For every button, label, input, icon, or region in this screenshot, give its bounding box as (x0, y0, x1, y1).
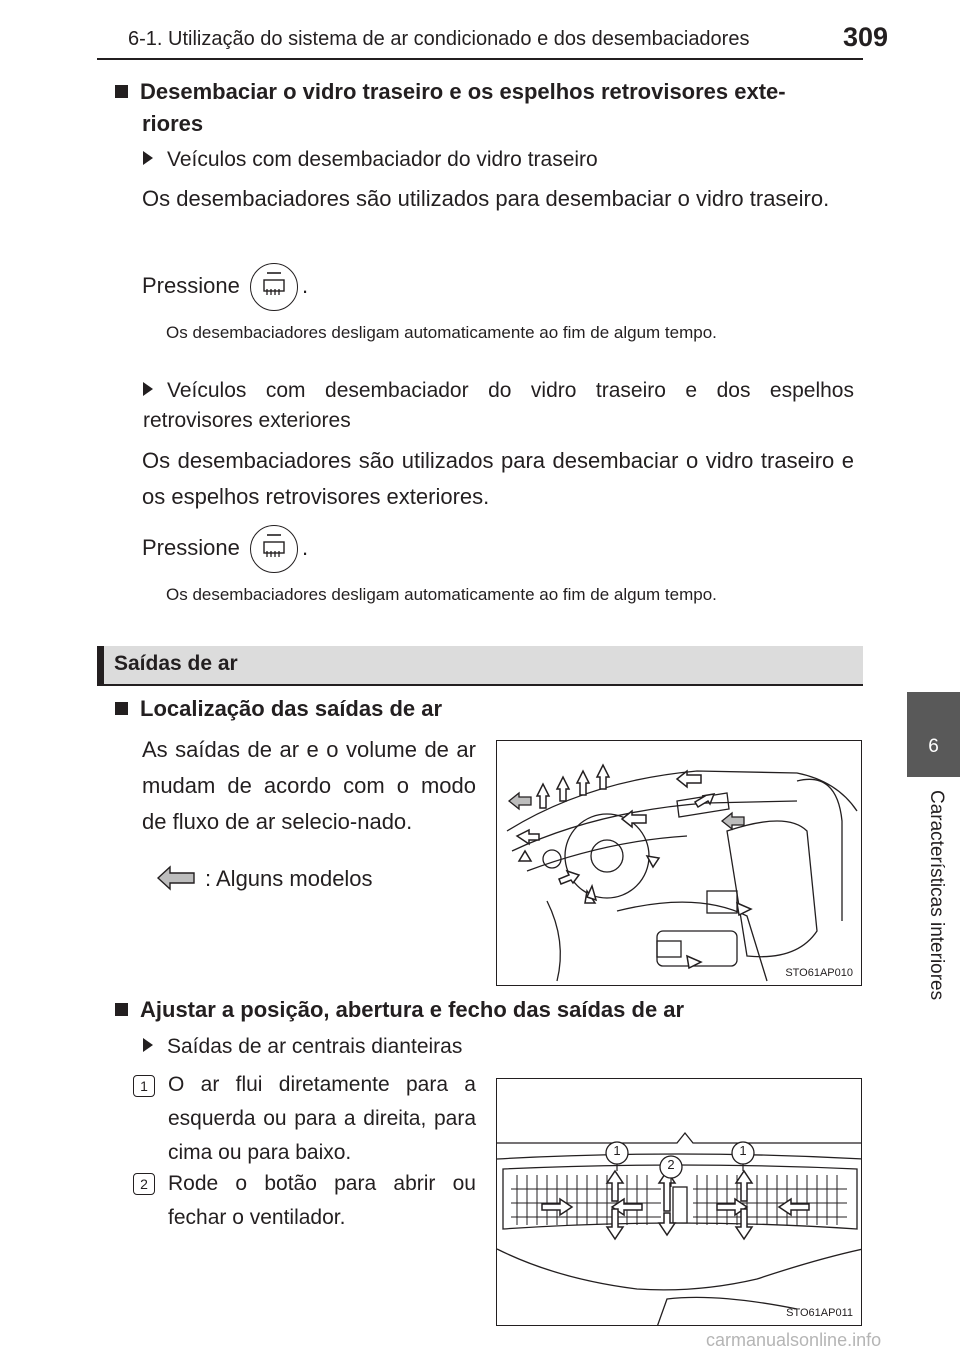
center-vents-illustration (497, 1079, 862, 1326)
chapter-title: Características interiores (926, 790, 947, 1001)
case2-body: Os desembaciadores são utilizados para desembaciar o vidro traseiro e os espelhos retrovisores exteriores. (142, 448, 854, 509)
center-vents-figure (496, 1078, 862, 1326)
adjust-subheading: Saídas de ar centrais dianteiras (143, 1032, 462, 1062)
legend-arrow-icon (156, 865, 196, 896)
section-title: 6-1. Utilização do sistema de ar condicionado e dos desembaciadores (128, 28, 750, 50)
case1-body: Os desembaciadores são utilizados para desembaciar o vidro traseiro. (142, 186, 830, 211)
callout-1-right: 1 (739, 1143, 747, 1158)
banner-rule (97, 684, 863, 686)
case1-press: Pressione . (142, 263, 308, 311)
chapter-number: 6 (928, 736, 939, 757)
square-bullet-icon (115, 85, 128, 98)
header-rule (97, 58, 863, 60)
callout-1-left: 1 (613, 1143, 621, 1158)
rear-defogger-icon (250, 525, 298, 573)
item-1-number: 1 (133, 1075, 155, 1097)
square-bullet-icon (115, 1003, 128, 1016)
chapter-tab (907, 692, 960, 777)
item-2-text: Rode o botão para abrir ou fechar o ventilador. (168, 1172, 476, 1229)
air-outlets-figure (496, 740, 862, 986)
callout-2: 2 (667, 1157, 675, 1172)
square-bullet-icon (115, 702, 128, 715)
case2-press: Pressione . (142, 525, 308, 573)
case2-title: Veículos com desembaciador do vidro traseiro e dos espelhos retrovisores exteriores (143, 379, 854, 432)
item-1-text: O ar flui diretamente para a esquerda ou para a direita, para cima ou para baixo. (168, 1073, 476, 1164)
case1-note: Os desembaciadores desligam automaticamente ao fim de algum tempo. (166, 323, 717, 342)
defog-heading-cont: riores (142, 111, 204, 136)
legend-text: : Alguns modelos (205, 866, 373, 891)
figure-code: STO61AP011 (786, 1307, 853, 1319)
rear-defogger-icon (250, 263, 298, 311)
case2-note: Os desembaciadores desligam automaticamente ao fim de algum tempo. (166, 585, 717, 604)
locations-heading: Localização das saídas de ar (115, 693, 442, 725)
locations-body: As saídas de ar e o volume de ar mudam de acordo com o modo de fluxo de ar selecio-nado. (142, 737, 476, 834)
watermark: carmanualsonline.info (706, 1330, 882, 1350)
case1-title: Veículos com desembaciador do vidro traseiro (143, 145, 598, 175)
triangle-bullet-icon (143, 1038, 153, 1052)
defog-heading-line1: Desembaciar o vidro traseiro e os espelhos retrovisores exte- (140, 79, 786, 104)
cabin-illustration (497, 741, 862, 986)
page-number: 309 (843, 22, 889, 52)
triangle-bullet-icon (143, 151, 153, 165)
item-2-number: 2 (133, 1173, 155, 1195)
adjust-heading: Ajustar a posição, abertura e fecho das saídas de ar (115, 994, 684, 1026)
figure-code: STO61AP010 (785, 967, 853, 979)
triangle-bullet-icon (143, 382, 153, 396)
defog-heading (115, 76, 865, 108)
section-banner-title: Saídas de ar (114, 652, 238, 675)
